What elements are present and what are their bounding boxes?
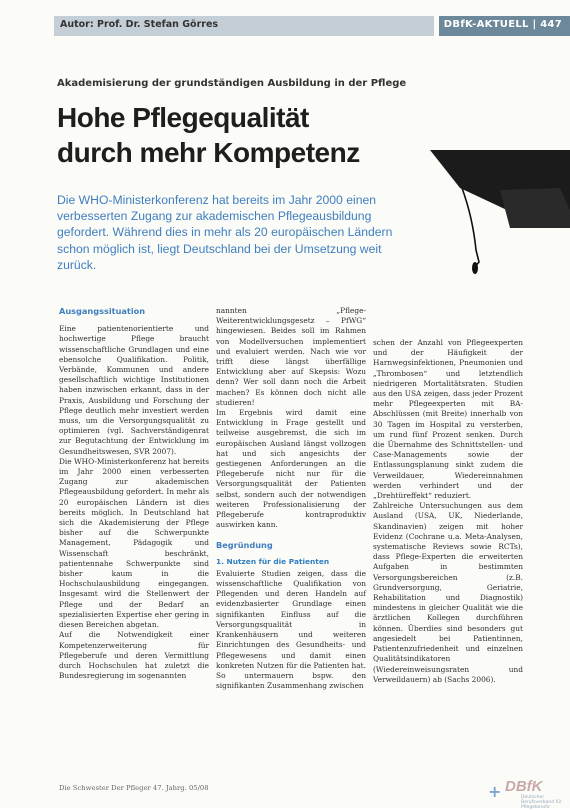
sub-heading: 1. Nutzen für die Patienten [216, 556, 330, 566]
section-heading: Begründung [216, 540, 273, 551]
article-kicker: Akademisierung der grundständigen Ausbildung in der Pflege [57, 78, 407, 89]
article-title [57, 100, 397, 170]
paragraph: nannten „Pflege-Weiterentwicklungsgesetz – PfWG“ hingewiesen. Beides soll im Rahmen von Modellversuchen implementiert und evaluiert werden. Nach wie vor trifft diese längst überfällige Entwicklung aber auf Skepsis: Wozu denn? Wer soll dann noch die Arbeit machen? Es können doch nicht alle studieren! [216, 306, 366, 407]
paragraph: Eine patientenorientierte und hochwertige Pflege braucht wissenschaftliche Grundlagen und eine ebensolche Qualifikation. Politik, Verbände, Kommunen und andere gesellschaftlich wichtige Institutionen haben inzwischen erkannt, dass in der Praxis, Ausbildung und Forschung der Pflege deutlich mehr investiert werden muss, um die Versorgungsqualität zu optimieren (vgl. Sachverständigenrat zur Begutachtung der Entwicklung im Gesundheitswesen, SVR 2007). [59, 324, 209, 456]
paragraph: Die WHO-Ministerkonferenz hat bereits im Jahr 2000 einen verbesserten Zugang zur akademischen Pflegeausbildung gefordert. In mehr als 20 europäischen Ländern ist dies bereits möglich. In Deutschland hat sich die Akademisierung der Pflege bisher auf die Schwerpunkte Management, Pädagogik und Wissenschaft beschränkt, patientennahe Schwerpunkte sind bisher kaum in die Hochschulausbildung eingegangen. Insgesamt wird die Stellenwert der Pflege und der Bedarf an spezialisierten Expertise eher gering in diesen Bereichen abgetan. [59, 456, 209, 630]
paragraph: schen der Anzahl von Pflegeexperten und der Häufigkeit der Harnwegsinfektionen, Pneumonien und „Thrombosen“ und letztendlich niedrigeren Mortalitätsraten. Studien aus den USA zeigen, dass jeder Prozent mehr Pflegeexperten mit BA-Abschlüssen (mit Breite) innerhalb von 30 Tagen im Hospital zu versterben, um rund fünf Prozent senken. Durch die Übernahme des Schnittstellen- und Case-Managements sowie der Entlassungsplanung sinkt zudem die Verweildauer, Wiedereinnahmen werden verhindert und der „Drehtüreffekt“ reduziert. [373, 338, 523, 501]
title-line-2: durch mehr Kompetenz [57, 137, 360, 168]
logo-subtitle: Deutscher Berufsverband für Pflegeberufe [521, 795, 562, 810]
author-line: Autor: Prof. Dr. Stefan Görres [60, 19, 219, 30]
section-bar [439, 16, 570, 36]
paragraph: Im Ergebnis wird damit eine Entwicklung in Frage gestellt und teilweise ausgebremst, die sich im europäischen Ausland längst vollzogen hat und sich angesichts der gestiegenen Anforderungen an die Pflegeberufe nicht nur für die Versorgungsqualität der Patienten selbst, sondern auch der notwendigen weiteren Professionalisierung der Pflegeberufe kontraproduktiv auswirken kann. [216, 408, 366, 530]
section-heading: Ausgangssituation [59, 306, 146, 316]
article-lead: Die WHO-Ministerkonferenz hat bereits im Jahr 2000 einen verbesserten Zugang zur akademischen Pflegeausbildung gefordert. Während dies in mehr als 20 europäischen Ländern schon möglich ist, liegt Deutschland bei der Umsetzung weit zurück. [57, 193, 393, 272]
author-bar [54, 16, 434, 36]
dbfk-logo [488, 778, 568, 810]
paragraph: Zahlreiche Untersuchungen aus dem Ausland (USA, UK, Niederlande, Skandinavien) zeigen mit hoher Evidenz (Cochrane u.a. Meta-Analysen, systematische Reviews sowie RCTs), dass Pflege-Experten die erweiterten Aufgaben in bestimmten Versorgungsbereichen (z.B. Grundversorgung, Geriatrie, Rehabilitation und Diagnostik) mindestens in gleicher Qualität wie die ärztlichen Kollegen durchführen können. Überdies sind besonders gut angesiedelt bei Patientinnen, Patientenzufriedenheit und einzelnen Qualitätsindikatoren (Wiedereinweisungsraten und Verweildauern) ab (Sachs 2006). [373, 501, 523, 684]
section-label: DBfK-AKTUELL | 447 [443, 19, 562, 30]
graduation-cap-image [400, 150, 570, 280]
text-column-1 [59, 306, 209, 681]
journal-footer: Die Schwester Der Pfleger 47. Jahrg. 05/08 [59, 784, 209, 792]
paragraph: Auf die Notwendigkeit einer Kompetenzerweiterung für Pflegeberufe und deren Vermittlung durch Hochschulen hat zuletzt die Bundesregierung im sogenannten [59, 630, 209, 681]
paragraph: Evaluierte Studien zeigen, dass die wissenschaftliche Qualifikation von Pflegenden und deren Handeln auf evidenzbasierter Grundlage einen signifikanten Einfluss auf die Versorgungsqualität in Krankenhäusern und weiteren Einrichtungen des Gesundheits- und Pflegewesens und damit einen konkreten Nutzen für die Patienten hat. So untermauern bspw. den signifikanten Zusammenhang zwischen [216, 568, 366, 691]
logo-name: DBfK [505, 778, 543, 795]
text-column-2 [216, 306, 366, 691]
plus-icon: + [488, 782, 502, 801]
text-column-3 [373, 338, 523, 685]
title-line-1: Hohe Pflegequalität [57, 102, 309, 133]
